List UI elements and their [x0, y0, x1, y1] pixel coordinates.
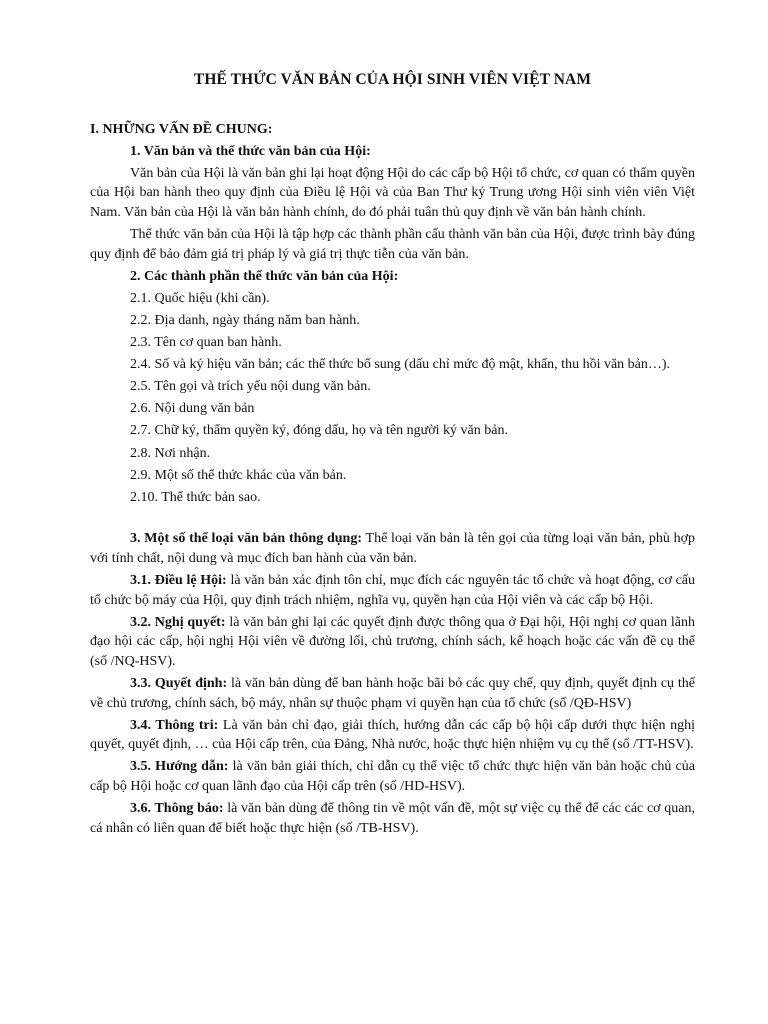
- definition-label: 3.5. Hướng dẫn:: [130, 759, 229, 775]
- definition-label: 3.3. Quyết định:: [130, 676, 228, 692]
- list-item: 2.9. Một số thể thức khác của văn bản.: [130, 467, 347, 483]
- definition-text: là văn bản ghi lại các quyết định được thông qua ở Đại hội, Hội nghị cơ quan lãnh đạo hội các cấp, hội nghị Hội viên về đường lối, chủ trương, chính sách, kế hoạch hoặc các vấn đề cụ thể (số /NQ-HSV).: [90, 614, 695, 669]
- section-heading: I. NHỮNG VẤN ĐỀ CHUNG:: [90, 121, 273, 137]
- definition-item: [90, 571, 695, 610]
- subsection-heading: 2. Các thành phần thể thức văn bản của Hội:: [130, 268, 399, 284]
- blank-line: [90, 510, 695, 530]
- definition-label: 3.2. Nghị quyết:: [130, 614, 226, 630]
- definition-label: 3.6. Thông báo:: [130, 801, 224, 817]
- definition-item: [90, 716, 695, 755]
- page-title: THẾ THỨC VĂN BẢN CỦA HỘI SINH VIÊN VIỆT NAM: [193, 71, 592, 88]
- paragraph: [90, 529, 695, 568]
- list-item: 2.1. Quốc hiệu (khi cần).: [130, 290, 270, 306]
- definition-item: [90, 613, 695, 672]
- list-item: 2.6. Nội dung văn bản: [130, 401, 255, 417]
- definition-item: [90, 674, 695, 713]
- definition-text: là văn bản dùng để ban hành hoặc bãi bỏ các quy chế, quy định, quyết định cụ thể về chủ trương, chính sách, bộ máy, nhân sự thuộc phạm vi quyền hạn của tổ chức (số /QĐ-HSV): [90, 676, 695, 711]
- list-item: 2.5. Tên gọi và trích yếu nội dung văn bản.: [130, 379, 371, 395]
- list-item: 2.3. Tên cơ quan ban hành.: [130, 335, 282, 351]
- paragraph: Thể thức văn bản của Hội là tập hợp các thành phần cấu thành văn bản của Hội, được trình bày đúng quy định để bảo đảm giá trị pháp lý và giá trị thực tiễn của văn bản.: [90, 227, 695, 262]
- paragraph-text: Thể loại văn bản là tên gọi của từng loại văn bản, phù hợp với tính chất, nội dung và mục đích ban hành của văn bản.: [90, 531, 695, 566]
- definition-text: Là văn bản chỉ đạo, giải thích, hướng dẫn các cấp bộ hội cấp dưới thực hiện nghị quyết, quyết định, … của Hội cấp trên, của Đảng, Nhà nước, hoặc thực hiện nhiệm vụ cụ thể (số /TT-HSV).: [90, 717, 695, 753]
- definition-text: là văn bản xác định tôn chỉ, mục đích các nguyên tác tổ chức và hoạt động, cơ cấu tổ chức bộ máy của Hội, quy định trách nhiệm, nghĩa vụ, quyền hạn của Hội viên và các cấp bộ Hội.: [90, 573, 696, 608]
- list-item: 2.2. Địa danh, ngày tháng năm ban hành.: [130, 312, 360, 328]
- definition-item: [90, 799, 695, 838]
- subsection-heading: 3. Một số thể loại văn bản thông dụng:: [130, 531, 363, 547]
- list-item: 2.4. Số và ký hiệu văn bản; các thể thức bổ sung (dấu chỉ mức độ mật, khẩn, thu hồi văn bản…).: [130, 357, 671, 373]
- definition-item: [90, 757, 695, 796]
- subsection-heading: 1. Văn bản và thể thức văn bản của Hội:: [130, 143, 371, 159]
- list-item: 2.8. Nơi nhận.: [130, 445, 211, 461]
- paragraph: Văn bản của Hội là văn bản ghi lại hoạt động Hội do các cấp bộ Hội tổ chức, cơ quan có thẩm quyền của Hội ban hành theo quy định của Điều lệ Hội và của Ban Thư ký Trung ương Hội sinh viên viên Việt Nam. Văn bản của Hội là văn bản hành chính, do đó phải tuân thủ quy định về văn bản hành chính.: [90, 165, 695, 220]
- list-item: 2.10. Thể thức bản sao.: [130, 489, 261, 505]
- definition-label: 3.4. Thông tri:: [130, 717, 219, 733]
- definition-text: là văn bản dùng để thông tin về một vấn đề, một sự việc cụ thể để các các cơ quan, cá nhân có liên quan để biết hoặc thực hiện (số /TB-HSV).: [90, 801, 695, 836]
- definition-text: là văn bản giải thích, chỉ dẫn cụ thể việc tổ chức thực hiện văn bản hoặc chủ của cấp bộ Hội hoặc cơ quan lãnh đạo của Hội cấp trên (số /HD-HSV).: [90, 759, 695, 794]
- definition-label: 3.1. Điều lệ Hội:: [130, 573, 227, 589]
- list-item: 2.7. Chữ ký, thẩm quyền ký, đóng dấu, họ và tên người ký văn bản.: [130, 423, 508, 439]
